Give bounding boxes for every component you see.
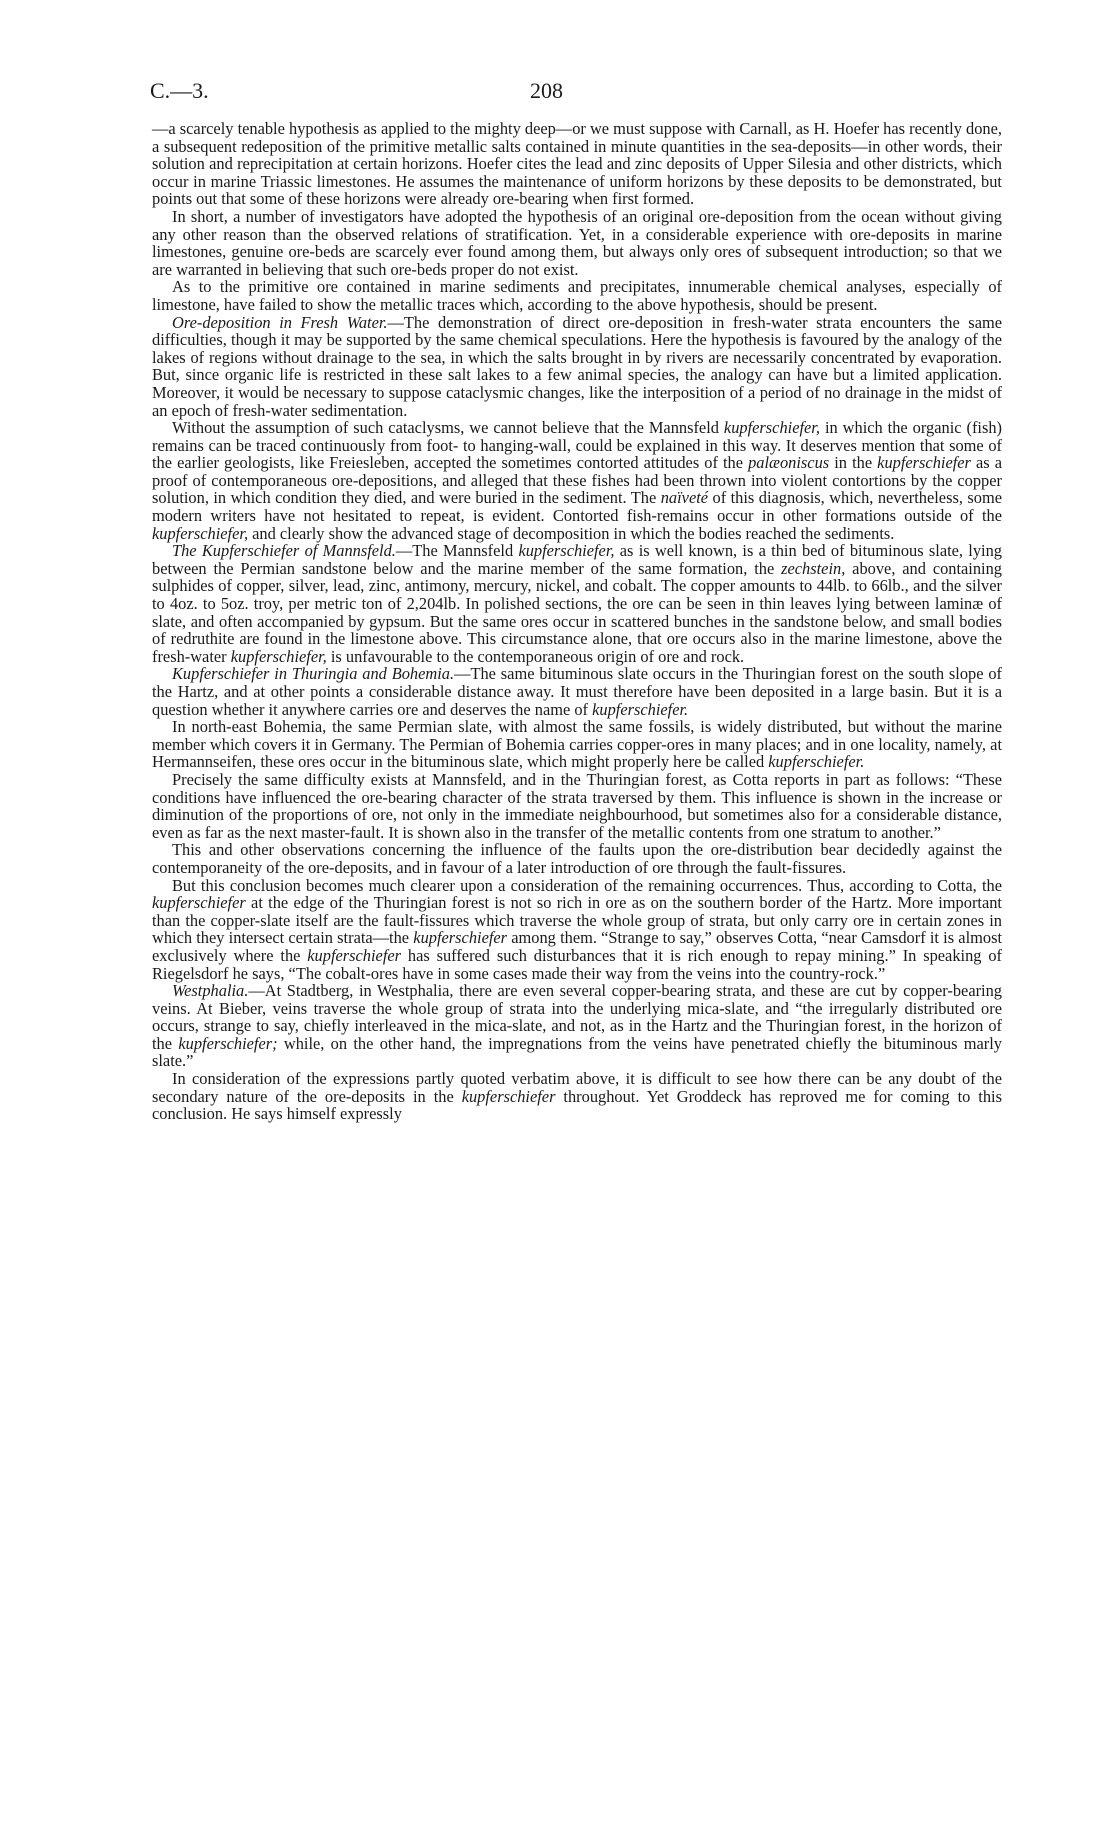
text-run: and clearly show the advanced stage of decomposition in which the bodies reached the sediments. [248,523,895,543]
text-run: as a proof of contemporaneous ore-depositions, and alleged that these fishes had been thrown into violent contortions by the copper solution, in which condition they died, and were buried in the sediment. The [152,453,1003,508]
italic-run: naïveté [660,488,709,508]
paragraph [152,877,1002,983]
paragraph [152,982,1002,1070]
text-run: throughout. Yet Groddeck has reproved me for coming to this conclusion. He says himself expressly [152,1086,1002,1124]
italic-run: kupferschiefer [307,945,402,965]
text-run: —a scarcely tenable hypothesis as applied to the mighty deep—or we must suppose with Carnall, as H. Hoefer has recently done, a subsequent redeposition of the primitive metallic salts contained in minute quantities in the sea-deposits—in other words, their solution and reprecipitation at certain horizons. Hoefer cites the lead and zinc deposits of Upper Silesia and other districts, which occur in marine Triassic limestones. He assumes the maintenance of uniform horizons by these deposits to be demonstrated, but points out that some of these horizons were already ore-bearing when first formed. [152,119,1002,209]
italic-run: Kupferschiefer in Thuringia and Bohemia. [172,664,455,684]
text-run: Precisely the same difficulty exists at Mannsfeld, and in the Thuringian forest, as Cotta reports in part as follows: “These conditions have influenced the ore-bearing character of the strata traversed by them. This influence is shown in the increase or diminution of the proportions of ore, not only in the immediate neighbourhood, but sometimes also for a considerable distance, even as far as the next master-fault. It is shown also in the transfer of the metallic contents from one stratum to another.” [152,769,1002,842]
text-run: has suffered such disturbances that it is rich enough to repay mining.” In speaking of Riegelsdorf he says, “The cobalt-ores have in some cases made their way from the veins into the country-rock.” [152,945,1002,983]
italic-run: kupferschiefer, [152,523,249,543]
text-run: This and other observations concerning the influence of the faults upon the ore-distribution bear decidedly against the contemporaneity of the ore-deposits, and in favour of a later introduction of ore through the fault-fissures. [152,840,1002,877]
text-run: —At Stadtberg, in Westphalia, there are even several copper-bearing strata, and these are cut by copper-bearing veins. At Bieber, veins traverse the whole group of strata into the underlying mica-slate, and “the irregularly distributed ore occurs, strange to say, chiefly interleaved in the mica-slate, and not, as in the Hartz and the Thuringian forest, in the horizon of the [152,981,1002,1053]
paragraph [152,419,1002,542]
text-run: at the edge of the Thuringian forest is not so rich in ore as on the southern border of the Hartz. More important than the copper-slate itself are the fault-fissures which traverse the whole group of strata, but only carry ore in certain zones in which they intersect certain strata—the [152,893,1002,948]
text-run: —The same bituminous slate occurs in the Thuringian forest on the south slope of the Hartz, and at other points a considerable distance away. It must therefore have been deposited in a large basin. But it is a question whether it anywhere carries ore and deserves the name of [152,664,1002,719]
italic-run: palæoniscus [748,453,830,473]
text-run: In consideration of the expressions partly quoted verbatim above, it is difficult to see how there can be any doubt of the secondary nature of the ore-deposits in the [152,1069,1002,1106]
italic-run: kupferschiefer [152,893,246,913]
italic-run: kupferschiefer; [178,1033,278,1053]
paragraph [152,771,1002,841]
text-run: above, and containing sulphides of copper, silver, lead, zinc, antimony, mercury, nickel, and cobalt. The copper amounts to 44lb. to 66lb., and the silver to 4oz. to 5oz. troy, per metric ton of 2,204lb. In polished sections, the ore can be seen in thin leaves lying between laminæ of slate, and often accompanied by gypsum. But the same ores occur in scattered bunches in the sandstone below, and small bodies of redruthite are found in the limestone above. This circumstance alone, that ore occurs also in the marine limestone, above the fresh-water [152,558,1003,666]
text-run: among them. “Strange to say,” observes Cotta, “near Camsdorf it is almost exclusively where the [152,928,1003,965]
text-run: —The demonstration of direct ore-deposition in fresh-water strata encounters the same difficulties, though it may be supported by the same chemical speculations. Here the hypothesis is favoured by the analogy of the lakes of regions without drainage to the sea, in which the salts brought in by rivers are necessarily concentrated by evaporation. But, since organic life is restricted in these salt lakes to a few animal species, the analogy can have but a limited application. Moreover, it would be necessary to suppose cataclysmic changes, like the interposition of a period of no drainage in the midst of an epoch of fresh-water sedimentation. [152,312,1002,420]
paragraph [152,665,1002,718]
text-run: In short, a number of investigators have adopted the hypothesis of an original ore-deposition from the ocean without giving any other reason than the observed relations of stratification. Yet, in a considerable experience with ore-deposits in marine limestones, genuine ore-beds are scarcely ever found among them, but always only ores of subsequent introduction; so that we are warranted in believing that such ore-beds proper do not exist. [152,206,1002,279]
italic-run: kupferschiefer. [592,699,689,719]
document-page [150,78,1003,1124]
italic-run: kupferschiefer, [723,418,820,438]
paragraph [152,1070,1002,1123]
page-number: 208 [530,78,563,103]
text-run: As to the primitive ore contained in marine sediments and precipitates, innumerable chemical analyses, especially of limestone, have failed to show the metallic traces which, according to the above hypothesis, should be present. [152,277,1002,314]
text-run: But this conclusion becomes much clearer upon a consideration of the remaining occurrences. Thus, according to Cotta, the [172,875,1002,895]
paragraph [152,718,1002,771]
italic-run: The Kupferschiefer of Mannsfeld. [172,541,396,561]
document-code: C.—3. [150,78,209,103]
text-run: —The Mannsfeld [395,541,519,561]
italic-run: zechstein, [781,558,846,578]
text-run: Without the assumption of such cataclysms, we cannot believe that the Mannsfeld [172,418,724,438]
paragraph [152,120,1002,208]
text-run: as is well known, is a thin bed of bituminous slate, lying between the Permian sandstone below and the marine member of the same formation, the [152,541,1003,578]
italic-run: kupferschiefer, [518,541,615,561]
text-run: while, on the other hand, the impregnations from the veins have penetrated chiefly the bituminous marly slate.” [152,1033,1002,1071]
italic-run: Ore-deposition in Fresh Water. [172,312,388,332]
text-run: of this diagnosis, which, nevertheless, some modern writers have not hesitated to repeat, is evident. Contorted fish-remains occur in other formations outside of the [152,488,1002,526]
paragraph [152,314,1002,420]
text-run: in the [829,453,878,473]
italic-run: kupferschiefer. [768,752,865,772]
italic-run: Westphalia. [172,981,249,1001]
italic-run: kupferschiefer [877,453,971,473]
italic-run: kupferschiefer [461,1086,556,1106]
text-run: is unfavourable to the contemporaneous origin of ore and rock. [326,646,745,666]
italic-run: kupferschiefer [413,928,508,948]
text-run: in which the organic (fish) remains can be traced continuously from foot- to hanging-wall, could be explained in this way. It deserves mention that some of the earlier geologists, like Freiesleben, accepted the sometimes contorted attitudes of the [152,418,1002,473]
paragraph [152,208,1002,278]
paragraph [152,542,1002,665]
body-text [152,120,1002,1123]
italic-run: kupferschiefer, [230,646,327,666]
text-run: In north-east Bohemia, the same Permian slate, with almost the same fossils, is widely distributed, but without the marine member which covers it in Germany. The Permian of Bohemia carries copper-ores in many places; and in one locality, namely, at Hermannseifen, these ores occur in the bituminous slate, which might properly here be called [152,717,1002,772]
paragraph [152,278,1002,313]
page-header [152,78,1002,112]
paragraph [152,841,1002,876]
